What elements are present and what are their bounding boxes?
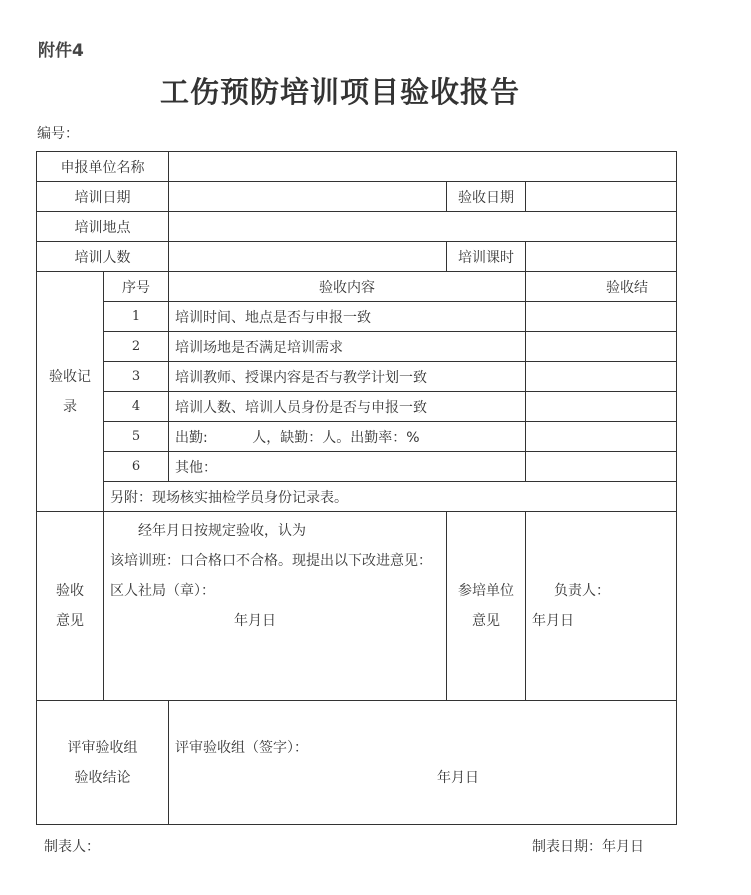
item-result-field[interactable] bbox=[526, 302, 677, 332]
item-number: 2 bbox=[104, 332, 169, 362]
acceptance-date-label: 验收日期 bbox=[447, 182, 526, 212]
unit-opinion-body[interactable] bbox=[526, 512, 677, 701]
table-maker-label: 制表人： bbox=[44, 839, 100, 855]
opinion-line-2: 该培训班：口合格口不合格。现提出以下改进意见： bbox=[110, 553, 432, 569]
attachment-label: 附件4 bbox=[38, 41, 84, 61]
item-text: 培训人数、培训人员身份是否与申报一致 bbox=[169, 392, 526, 422]
item-result-field[interactable] bbox=[526, 392, 677, 422]
serial-number-label: 编号： bbox=[37, 126, 79, 142]
appendix-row bbox=[37, 482, 677, 512]
item-text: 培训场地是否满足培训需求 bbox=[169, 332, 526, 362]
headcount-label: 培训人数 bbox=[37, 242, 169, 272]
table-row bbox=[37, 452, 677, 482]
table-row bbox=[37, 362, 677, 392]
item-text: 培训时间、地点是否与申报一致 bbox=[169, 302, 526, 332]
item-result-field[interactable] bbox=[526, 332, 677, 362]
location-row bbox=[37, 212, 677, 242]
opinion-label-line-2: 意见 bbox=[56, 613, 84, 629]
record-section-label bbox=[37, 272, 104, 512]
location-label: 培训地点 bbox=[37, 212, 169, 242]
applicant-row bbox=[37, 152, 677, 182]
hours-label: 培训课时 bbox=[447, 242, 526, 272]
opinion-date: 年月日 bbox=[234, 613, 276, 629]
applicant-label: 申报单位名称 bbox=[37, 152, 169, 182]
opinion-body[interactable] bbox=[104, 512, 447, 701]
unit-label-line-2: 意见 bbox=[472, 613, 500, 629]
headcount-row bbox=[37, 242, 677, 272]
opinion-line-3: 区人社局（章）： bbox=[110, 583, 215, 599]
unit-label-line-1: 参培单位 bbox=[458, 583, 514, 599]
table-row bbox=[37, 332, 677, 362]
review-row bbox=[37, 701, 677, 825]
col-result-header: 验收结 bbox=[526, 272, 677, 302]
item-result-field[interactable] bbox=[526, 452, 677, 482]
appendix-note: 另附：现场核实抽检学员身份记录表。 bbox=[104, 482, 677, 512]
table-row bbox=[37, 422, 677, 452]
unit-section-label bbox=[447, 512, 526, 701]
review-label-line-2: 验收结论 bbox=[74, 769, 131, 786]
item-text: 其他： bbox=[169, 452, 526, 482]
item-number: 4 bbox=[104, 392, 169, 422]
acceptance-date-field[interactable] bbox=[526, 182, 677, 212]
item-number: 5 bbox=[104, 422, 169, 452]
review-section-label bbox=[37, 701, 169, 825]
review-body[interactable] bbox=[169, 701, 677, 825]
review-label-line-1: 评审验收组 bbox=[67, 739, 138, 756]
headcount-field[interactable] bbox=[169, 242, 447, 272]
opinion-line-1: 经年月日按规定验收，认为 bbox=[138, 523, 306, 539]
hours-field[interactable] bbox=[526, 242, 677, 272]
unit-date: 年月日 bbox=[532, 613, 574, 629]
item-number: 1 bbox=[104, 302, 169, 332]
date-row bbox=[37, 182, 677, 212]
item-number: 3 bbox=[104, 362, 169, 392]
review-sign: 评审验收组（签字）： bbox=[175, 739, 308, 756]
item-text: 培训教师、授课内容是否与教学计划一致 bbox=[169, 362, 526, 392]
table-date-label: 制表日期：年月日 bbox=[532, 839, 644, 855]
col-seq-header: 序号 bbox=[104, 272, 169, 302]
record-label-line-2: 录 bbox=[63, 398, 77, 415]
report-table-container bbox=[36, 151, 648, 831]
opinion-label-line-1: 验收 bbox=[56, 583, 84, 599]
location-field[interactable] bbox=[169, 212, 677, 242]
record-label-line-1: 验收记 bbox=[49, 368, 91, 385]
opinion-section-label bbox=[37, 512, 104, 701]
opinion-row bbox=[37, 512, 677, 701]
item-result-field[interactable] bbox=[526, 362, 677, 392]
training-date-field[interactable] bbox=[169, 182, 447, 212]
record-header-row bbox=[37, 272, 677, 302]
review-date: 年月日 bbox=[437, 769, 479, 786]
item-number: 6 bbox=[104, 452, 169, 482]
unit-person: 负责人： bbox=[554, 583, 610, 599]
item-result-field[interactable] bbox=[526, 422, 677, 452]
table-row bbox=[37, 302, 677, 332]
training-date-label: 培训日期 bbox=[37, 182, 169, 212]
col-content-header: 验收内容 bbox=[169, 272, 526, 302]
table-row bbox=[37, 392, 677, 422]
report-table bbox=[36, 151, 677, 825]
item-text: 出勤: 人，缺勤：人。出勤率：% bbox=[169, 422, 526, 452]
applicant-field[interactable] bbox=[169, 152, 677, 182]
page-title: 工伤预防培训项目验收报告 bbox=[159, 75, 520, 109]
